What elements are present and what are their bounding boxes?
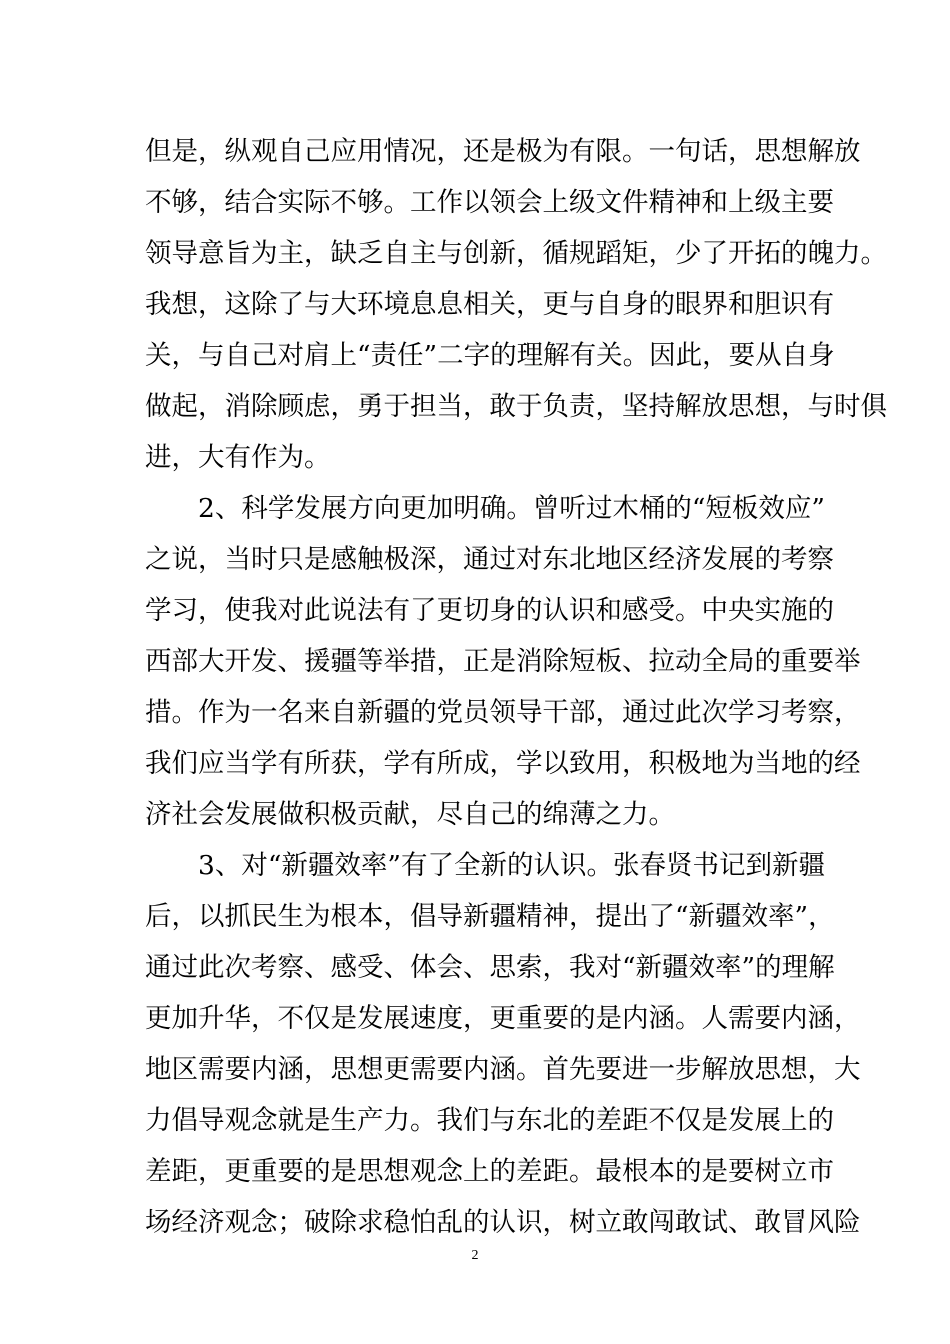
paragraph-2-line-3: 学习，使我对此说法有了更切身的认识和感受。中央实施的	[145, 595, 834, 626]
paragraph-2-line-6: 我们应当学有所获，学有所成，学以致用，积极地为当地的经	[145, 748, 861, 779]
paragraph-1-line-2: 不够，结合实际不够。工作以领会上级文件精神和上级主要	[145, 187, 834, 218]
paragraph-2-line-7: 济社会发展做积极贡献，尽自己的绵薄之力。	[145, 799, 675, 830]
paragraph-3-line-8: 场经济观念；破除求稳怕乱的认识，树立敢闯敢试、敢冒风险	[145, 1207, 861, 1238]
paragraph-2-line-5: 措。作为一名来自新疆的党员领导干部，通过此次学习考察，	[145, 697, 861, 728]
paragraph-1-line-7: 进，大有作为。	[145, 442, 331, 473]
paragraph-3-line-7: 差距，更重要的是思想观念上的差距。最根本的是要树立市	[145, 1156, 834, 1187]
paragraph-3-line-3: 通过此次考察、感受、体会、思索，我对“新疆效率”的理解	[145, 952, 835, 983]
paragraph-3-line-2: 后，以抓民生为根本，倡导新疆精神，提出了“新疆效率”，	[145, 901, 835, 932]
paragraph-2-line-2: 之说，当时只是感触极深，通过对东北地区经济发展的考察	[145, 544, 834, 575]
paragraph-3-line-6: 力倡导观念就是生产力。我们与东北的差距不仅是发展上的	[145, 1105, 834, 1136]
paragraph-3-line-4: 更加升华，不仅是发展速度，更重要的是内涵。人需要内涵，	[145, 1003, 861, 1034]
paragraph-1-line-4: 我想，这除了与大环境息息相关，更与自身的眼界和胆识有	[145, 289, 834, 320]
paragraph-1-line-5: 关，与自己对肩上“责任”二字的理解有关。因此，要从自身	[145, 340, 835, 371]
paragraph-3-line-5: 地区需要内涵，思想更需要内涵。首先要进一步解放思想，大	[145, 1054, 861, 1085]
paragraph-1-line-6: 做起，消除顾虑，勇于担当，敢于负责，坚持解放思想，与时俱	[145, 391, 887, 422]
paragraph-2-line-4: 西部大开发、援疆等举措，正是消除短板、拉动全局的重要举	[145, 646, 861, 677]
body-text	[145, 126, 887, 1248]
paragraph-3-line-1: 3、对“新疆效率”有了全新的认识。张春贤书记到新疆	[198, 850, 825, 881]
paragraph-1-line-1: 但是，纵观自己应用情况，还是极为有限。一句话，思想解放	[145, 136, 861, 167]
paragraph-2-line-1: 2、科学发展方向更加明确。曾听过木桶的“短板效应”	[198, 493, 825, 524]
page-number: 2	[471, 1248, 479, 1263]
paragraph-1-line-3: 领导意旨为主，缺乏自主与创新，循规蹈矩，少了开拓的魄力。	[145, 238, 887, 269]
